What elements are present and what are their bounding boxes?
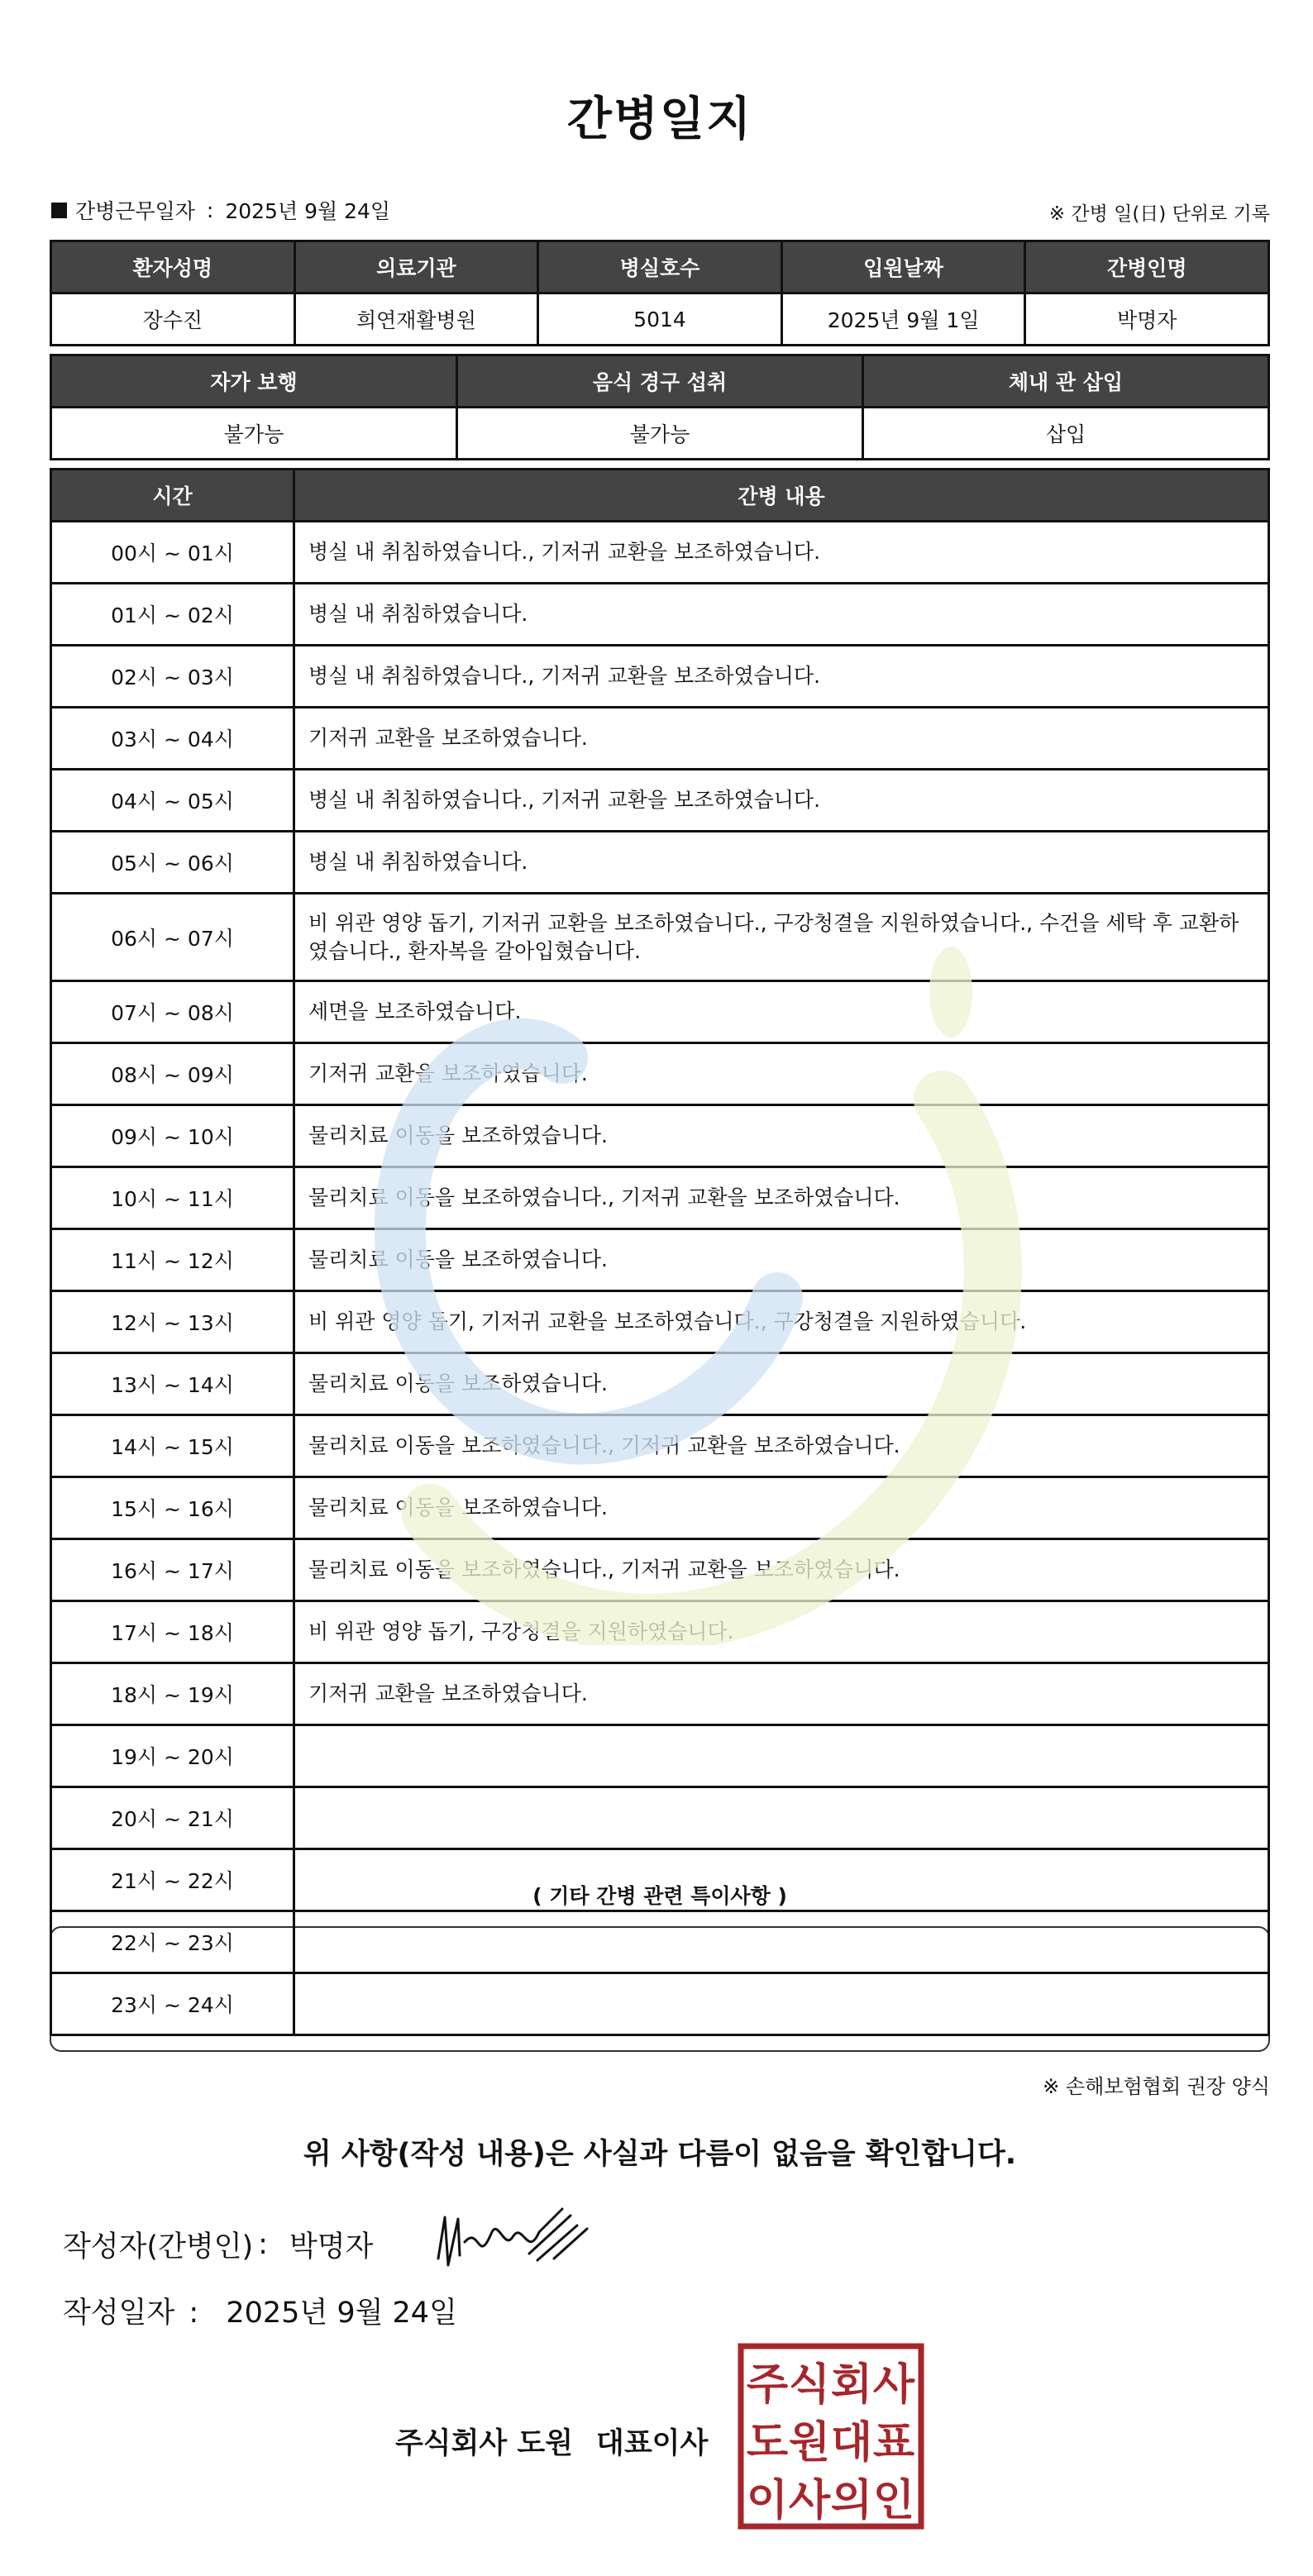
table-row <box>51 522 1269 584</box>
table-row <box>51 1911 1269 1973</box>
table-row <box>51 1105 1269 1167</box>
header-patient-name: 환자성명 <box>51 241 295 293</box>
meta-row <box>50 195 1270 225</box>
seal-character: 표 <box>872 2418 915 2468</box>
time-slot: 22시 ~ 23시 <box>51 1911 294 1973</box>
recommended-form-note: ※ 손해보험협회 권장 양식 <box>1043 2075 1270 2098</box>
written-date-value: 2025년 9월 24일 <box>226 2297 457 2330</box>
time-slot: 21시 ~ 22시 <box>51 1849 294 1911</box>
table-row <box>51 1167 1269 1229</box>
hourly-care-table <box>50 468 1270 2036</box>
confirmation-statement: 위 사항(작성 내용)은 사실과 다름이 없음을 확인합니다. <box>303 2138 1017 2171</box>
company-name: 주식회사 도원 <box>395 2427 574 2460</box>
care-content <box>294 1849 1269 1911</box>
table-row <box>51 1415 1269 1477</box>
care-content <box>294 1973 1269 2035</box>
header-tube-insertion: 체내 관 삽입 <box>863 355 1269 408</box>
care-content: 물리치료 이동을 보조하였습니다., 기저귀 교환을 보조하였습니다. <box>294 1415 1269 1477</box>
care-content: 병실 내 취침하였습니다. <box>294 832 1269 894</box>
table-row <box>51 1477 1269 1539</box>
header-care-content: 간병 내용 <box>294 470 1269 522</box>
time-slot: 01시 ~ 02시 <box>51 584 294 646</box>
time-slot: 14시 ~ 15시 <box>51 1415 294 1477</box>
time-slot: 18시 ~ 19시 <box>51 1663 294 1725</box>
care-content: 물리치료 이동을 보조하였습니다. <box>294 1353 1269 1415</box>
time-slot: 19시 ~ 20시 <box>51 1725 294 1787</box>
care-content <box>294 1725 1269 1787</box>
work-date-separator: : <box>206 198 214 222</box>
care-content <box>294 1911 1269 1973</box>
oral-intake-value: 불가능 <box>457 408 863 460</box>
work-date-value: 2025년 9월 24일 <box>225 199 391 223</box>
company-role: 대표이사 <box>596 2427 709 2460</box>
time-slot: 09시 ~ 10시 <box>51 1105 294 1167</box>
care-content: 병실 내 취침하였습니다. <box>294 584 1269 646</box>
self-walking-value: 불가능 <box>51 408 457 460</box>
page-title: 간병일지 <box>566 93 753 146</box>
hourly-care-header-row <box>51 470 1269 522</box>
time-slot: 04시 ~ 05시 <box>51 770 294 832</box>
care-content: 세면을 보조하였습니다. <box>294 981 1269 1043</box>
square-bullet-icon <box>51 203 67 218</box>
special-notes-heading: ( 기타 간병 관련 특이사항 ) <box>532 1884 787 1908</box>
time-slot: 16시 ~ 17시 <box>51 1539 294 1601</box>
time-slot: 02시 ~ 03시 <box>51 646 294 708</box>
time-slot: 00시 ~ 01시 <box>51 522 294 584</box>
writer-label: 작성자(간병인) <box>63 2230 254 2264</box>
care-content: 비 위관 영양 돕기, 구강청결을 지원하였습니다. <box>294 1601 1269 1663</box>
care-content: 물리치료 이동을 보조하였습니다., 기저귀 교환을 보조하였습니다. <box>294 1539 1269 1601</box>
writer-line <box>63 2224 373 2265</box>
care-content: 물리치료 이동을 보조하였습니다. <box>294 1229 1269 1291</box>
seal-character: 도 <box>746 2418 789 2468</box>
care-content: 물리치료 이동을 보조하였습니다. <box>294 1477 1269 1539</box>
patient-info-header-row <box>51 241 1269 293</box>
header-hospital: 의료기관 <box>294 241 538 293</box>
care-content: 기저귀 교환을 보조하였습니다. <box>294 1663 1269 1725</box>
table-row <box>51 1539 1269 1601</box>
header-time: 시간 <box>51 470 294 522</box>
table-row <box>51 1973 1269 2035</box>
table-row <box>51 832 1269 894</box>
work-date <box>51 195 390 225</box>
hospital-name: 희연재활병원 <box>294 293 538 346</box>
seal-character: 인 <box>872 2476 915 2526</box>
header-room-number: 병실호수 <box>538 241 782 293</box>
care-content: 기저귀 교환을 보조하였습니다. <box>294 1043 1269 1105</box>
care-content: 비 위관 영양 돕기, 기저귀 교환을 보조하였습니다., 구강청결을 지원하였습니다. <box>294 1291 1269 1353</box>
seal-character: 사 <box>788 2476 831 2526</box>
seal-character: 의 <box>830 2476 873 2526</box>
time-slot: 12시 ~ 13시 <box>51 1291 294 1353</box>
seal-character: 원 <box>788 2418 831 2468</box>
table-row <box>51 1849 1269 1911</box>
seal-character: 주 <box>746 2360 789 2410</box>
written-date-label: 작성일자 <box>63 2297 175 2330</box>
patient-status-value-row <box>51 408 1269 460</box>
time-slot: 03시 ~ 04시 <box>51 708 294 770</box>
care-content: 물리치료 이동을 보조하였습니다., 기저귀 교환을 보조하였습니다. <box>294 1167 1269 1229</box>
care-content: 비 위관 영양 돕기, 기저귀 교환을 보조하였습니다., 구강청결을 지원하였습니다., 수건을 세탁 후 교환하였습니다., 환자복을 갈아입혔습니다. <box>294 894 1269 981</box>
care-content: 병실 내 취침하였습니다., 기저귀 교환을 보조하였습니다. <box>294 770 1269 832</box>
patient-name: 장수진 <box>51 293 295 346</box>
seal-characters <box>747 2360 915 2526</box>
table-row <box>51 1229 1269 1291</box>
handwritten-signature <box>430 2201 620 2275</box>
time-slot: 15시 ~ 16시 <box>51 1477 294 1539</box>
written-date-separator: : <box>189 2297 199 2330</box>
table-row <box>51 770 1269 832</box>
time-slot: 07시 ~ 08시 <box>51 981 294 1043</box>
written-date-line <box>63 2290 457 2331</box>
header-admission-date: 입원날짜 <box>781 241 1025 293</box>
seal-character: 이 <box>746 2476 789 2526</box>
time-slot: 17시 ~ 18시 <box>51 1601 294 1663</box>
patient-status-header-row <box>51 355 1269 408</box>
writer-separator: : <box>258 2228 268 2261</box>
table-row <box>51 646 1269 708</box>
care-content: 물리치료 이동을 보조하였습니다. <box>294 1105 1269 1167</box>
table-row <box>51 1043 1269 1105</box>
room-number: 5014 <box>538 293 782 346</box>
time-slot: 20시 ~ 21시 <box>51 1787 294 1849</box>
table-row <box>51 1291 1269 1353</box>
care-content <box>294 1787 1269 1849</box>
table-row <box>51 1725 1269 1787</box>
table-row <box>51 894 1269 981</box>
patient-info-table <box>50 240 1270 346</box>
seal-character: 식 <box>788 2360 831 2410</box>
time-slot: 06시 ~ 07시 <box>51 894 294 981</box>
care-content: 병실 내 취침하였습니다., 기저귀 교환을 보조하였습니다. <box>294 522 1269 584</box>
writer-name: 박명자 <box>289 2230 374 2264</box>
seal-character: 사 <box>872 2360 915 2410</box>
care-content: 병실 내 취침하였습니다., 기저귀 교환을 보조하였습니다. <box>294 646 1269 708</box>
time-slot: 05시 ~ 06시 <box>51 832 294 894</box>
company-line <box>395 2421 708 2462</box>
header-self-walking: 자가 보행 <box>51 355 457 408</box>
care-content: 기저귀 교환을 보조하였습니다. <box>294 708 1269 770</box>
record-unit-note: ※ 간병 일(日) 단위로 기록 <box>1048 203 1270 225</box>
seal-character: 대 <box>830 2418 873 2468</box>
table-row <box>51 584 1269 646</box>
caregiver-name: 박명자 <box>1025 293 1269 346</box>
patient-status-table <box>50 354 1270 460</box>
time-slot: 08시 ~ 09시 <box>51 1043 294 1105</box>
table-row <box>51 1601 1269 1663</box>
header-caregiver-name: 간병인명 <box>1025 241 1269 293</box>
seal-character: 회 <box>830 2360 873 2410</box>
hourly-care-body <box>51 522 1269 2035</box>
time-slot: 10시 ~ 11시 <box>51 1167 294 1229</box>
time-slot: 11시 ~ 12시 <box>51 1229 294 1291</box>
table-row <box>51 708 1269 770</box>
table-row <box>51 1663 1269 1725</box>
patient-info-value-row <box>51 293 1269 346</box>
tube-insertion-value: 삽입 <box>863 408 1269 460</box>
company-seal-stamp <box>736 2341 926 2531</box>
time-slot: 13시 ~ 14시 <box>51 1353 294 1415</box>
admission-date: 2025년 9월 1일 <box>781 293 1025 346</box>
table-row <box>51 1787 1269 1849</box>
table-row <box>51 1353 1269 1415</box>
time-slot: 23시 ~ 24시 <box>51 1973 294 2035</box>
work-date-label: 간병근무일자 <box>75 199 195 223</box>
table-row <box>51 981 1269 1043</box>
header-oral-intake: 음식 경구 섭취 <box>457 355 863 408</box>
